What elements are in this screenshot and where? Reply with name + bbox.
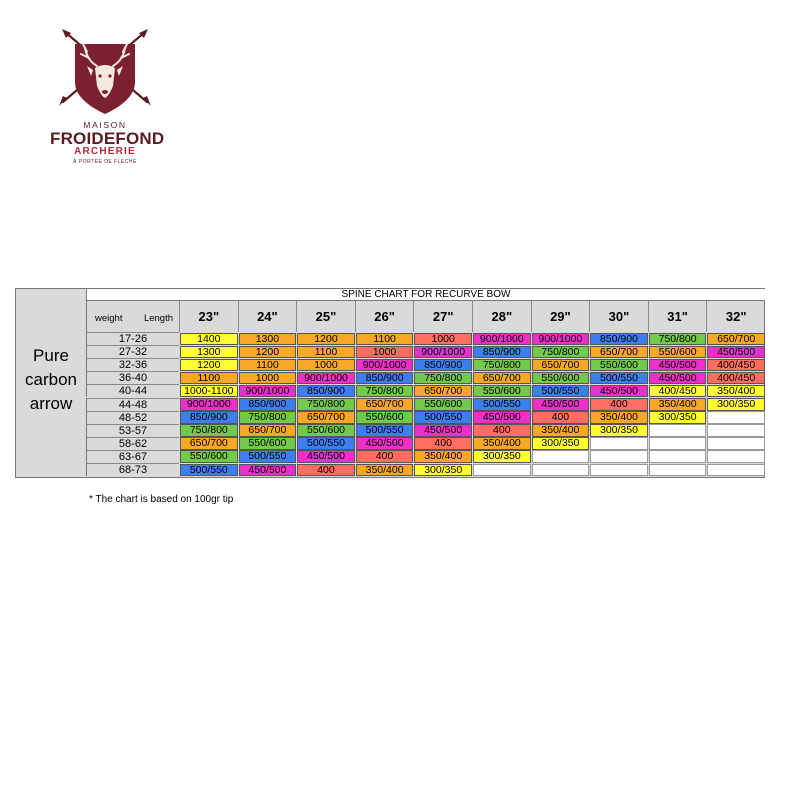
spine-cell: 850/900	[590, 333, 648, 346]
spine-cell: 400	[356, 450, 414, 463]
spine-cell: 1000-1100	[180, 385, 238, 398]
spine-cell: 450/500	[297, 450, 355, 463]
spine-cell: 500/550	[297, 437, 355, 450]
weight-range-label: 53-57	[86, 424, 179, 437]
spine-cell: 1200	[297, 333, 355, 346]
spine-cell: 1000	[239, 372, 297, 385]
spine-cell: 900/1000	[356, 359, 414, 372]
spine-cell: 400	[414, 437, 472, 450]
spine-cell: 1100	[180, 372, 238, 385]
spine-cell: 850/900	[356, 372, 414, 385]
spine-cell: 400/450	[707, 372, 765, 385]
length-column-header: 31"	[648, 301, 707, 332]
length-column-header: 28"	[472, 301, 531, 332]
empty-spine-cell	[532, 450, 590, 463]
empty-spine-cell	[590, 450, 648, 463]
spine-cell: 550/600	[297, 424, 355, 437]
spine-cell: 900/1000	[297, 372, 355, 385]
spine-cell: 650/700	[414, 385, 472, 398]
spine-cell: 550/600	[649, 346, 707, 359]
spine-chart-table	[15, 288, 765, 478]
empty-spine-cell	[649, 450, 707, 463]
spine-cell: 750/800	[297, 398, 355, 411]
spine-cell: 500/550	[473, 398, 531, 411]
length-column-header: 25"	[296, 301, 355, 332]
spine-cell: 650/700	[590, 346, 648, 359]
spine-cell: 450/500	[590, 385, 648, 398]
spine-cell: 650/700	[473, 372, 531, 385]
spine-cell: 550/600	[414, 398, 472, 411]
weight-range-label: 27-32	[86, 345, 179, 358]
brand-logo	[50, 24, 165, 165]
spine-cell: 350/400	[414, 450, 472, 463]
spine-cell: 400	[473, 424, 531, 437]
empty-spine-cell	[532, 464, 590, 477]
arrow-type-line-2: carbon	[25, 370, 77, 389]
spine-cell: 1100	[297, 346, 355, 359]
empty-spine-cell	[590, 464, 648, 477]
spine-cell: 300/350	[473, 450, 531, 463]
spine-cell: 500/550	[590, 372, 648, 385]
spine-cell: 650/700	[532, 359, 590, 372]
length-header-row	[179, 301, 765, 332]
weight-range-label: 48-52	[86, 411, 179, 424]
weight-column	[86, 332, 179, 477]
spine-cell: 850/900	[297, 385, 355, 398]
spine-cell: 400	[590, 398, 648, 411]
spine-cell: 850/900	[239, 398, 297, 411]
spine-cell: 400/450	[707, 359, 765, 372]
corner-header	[86, 301, 179, 332]
spine-cell: 1100	[356, 333, 414, 346]
spine-cell: 1300	[239, 333, 297, 346]
weight-range-label: 44-48	[86, 398, 179, 411]
spine-cell: 350/400	[532, 424, 590, 437]
length-column-header: 30"	[589, 301, 648, 332]
length-column-header: 23"	[179, 301, 238, 332]
weight-range-label: 63-67	[86, 450, 179, 463]
spine-cell: 1000	[414, 333, 472, 346]
spine-cell: 650/700	[356, 398, 414, 411]
deer-head-with-crossed-arrows-icon	[53, 24, 157, 120]
spine-cell: 300/350	[590, 424, 648, 437]
spine-cell: 500/550	[532, 385, 590, 398]
spine-cell: 900/1000	[239, 385, 297, 398]
spine-cell: 750/800	[532, 346, 590, 359]
empty-spine-cell	[707, 437, 765, 450]
empty-spine-cell	[707, 411, 765, 424]
spine-cell: 750/800	[180, 424, 238, 437]
spine-cell: 450/500	[414, 424, 472, 437]
spine-cell: 650/700	[297, 411, 355, 424]
spine-cell: 450/500	[649, 359, 707, 372]
spine-cell: 750/800	[649, 333, 707, 346]
spine-cell: 1300	[180, 346, 238, 359]
spine-cell: 450/500	[532, 398, 590, 411]
spine-cell: 300/350	[649, 411, 707, 424]
spine-cell: 650/700	[180, 437, 238, 450]
spine-cell: 350/400	[590, 411, 648, 424]
empty-spine-cell	[707, 464, 765, 477]
spine-cell: 400	[532, 411, 590, 424]
length-column-header: 29"	[531, 301, 590, 332]
weight-range-label: 32-36	[86, 358, 179, 371]
spine-cell: 350/400	[649, 398, 707, 411]
spine-cell: 750/800	[239, 411, 297, 424]
spine-cell: 450/500	[707, 346, 765, 359]
spine-cell: 300/350	[707, 398, 765, 411]
weight-range-label: 17-26	[86, 332, 179, 345]
spine-cell: 1000	[297, 359, 355, 372]
spine-cell: 1400	[180, 333, 238, 346]
weight-header: weight	[95, 313, 123, 324]
spine-cell: 450/500	[473, 411, 531, 424]
spine-cell: 500/550	[414, 411, 472, 424]
spine-cell: 500/550	[356, 424, 414, 437]
empty-spine-cell	[649, 464, 707, 477]
spine-cell: 550/600	[356, 411, 414, 424]
spine-cell: 500/550	[239, 450, 297, 463]
footnote: * The chart is based on 100gr tip	[89, 494, 234, 505]
spine-cell: 750/800	[414, 372, 472, 385]
length-column-header: 32"	[706, 301, 765, 332]
length-column-header: 27"	[413, 301, 472, 332]
spine-cell: 1100	[239, 359, 297, 372]
empty-spine-cell	[649, 437, 707, 450]
spine-cell: 350/400	[707, 385, 765, 398]
spine-cell: 550/600	[590, 359, 648, 372]
spine-cell: 400	[297, 464, 355, 477]
spine-cell: 1200	[180, 359, 238, 372]
spine-cell: 350/400	[356, 464, 414, 477]
weight-range-label: 36-40	[86, 371, 179, 384]
length-header-label: Length	[143, 313, 173, 324]
arrow-type-label	[16, 344, 86, 416]
empty-spine-cell	[707, 424, 765, 437]
brand-tagline: À PORTÉE DE FLÈCHE	[73, 159, 137, 165]
chart-title: SPINE CHART FOR RECURVE BOW	[86, 289, 765, 301]
weight-range-label: 40-44	[86, 384, 179, 397]
empty-spine-cell	[473, 464, 531, 477]
spine-cell: 850/900	[473, 346, 531, 359]
empty-spine-cell	[590, 437, 648, 450]
spine-cell: 750/800	[356, 385, 414, 398]
spine-cell: 350/400	[473, 437, 531, 450]
brand-name: FROIDEFOND	[50, 129, 165, 148]
spine-cell: 300/350	[414, 464, 472, 477]
arrow-type-line-1: Pure	[33, 346, 69, 365]
spine-cell: 450/500	[649, 372, 707, 385]
spine-cell: 650/700	[707, 333, 765, 346]
spine-cell: 550/600	[532, 372, 590, 385]
spine-grid	[179, 332, 765, 477]
weight-range-label: 58-62	[86, 437, 179, 450]
spine-cell: 900/1000	[473, 333, 531, 346]
spine-cell: 900/1000	[180, 398, 238, 411]
weight-range-label: 68-73	[86, 463, 179, 476]
spine-cell: 900/1000	[532, 333, 590, 346]
length-column-header: 26"	[355, 301, 414, 332]
spine-cell: 1200	[239, 346, 297, 359]
length-column-header: 24"	[238, 301, 297, 332]
spine-cell: 550/600	[473, 385, 531, 398]
brand-top-text: MAISON	[83, 120, 127, 130]
spine-cell: 450/500	[356, 437, 414, 450]
spine-cell: 550/600	[239, 437, 297, 450]
brand-subtitle: ARCHERIE	[74, 146, 136, 157]
spine-cell: 1000	[356, 346, 414, 359]
spine-cell: 850/900	[414, 359, 472, 372]
spine-cell: 750/800	[473, 359, 531, 372]
spine-cell: 500/550	[180, 464, 238, 477]
spine-cell: 300/350	[532, 437, 590, 450]
spine-cell: 900/1000	[414, 346, 472, 359]
arrow-type-line-3: arrow	[29, 394, 73, 413]
spine-cell: 650/700	[239, 424, 297, 437]
empty-spine-cell	[707, 450, 765, 463]
spine-cell: 400/450	[649, 385, 707, 398]
spine-cell: 550/600	[180, 450, 238, 463]
empty-spine-cell	[649, 424, 707, 437]
spine-cell: 450/500	[239, 464, 297, 477]
spine-cell: 850/900	[180, 411, 238, 424]
